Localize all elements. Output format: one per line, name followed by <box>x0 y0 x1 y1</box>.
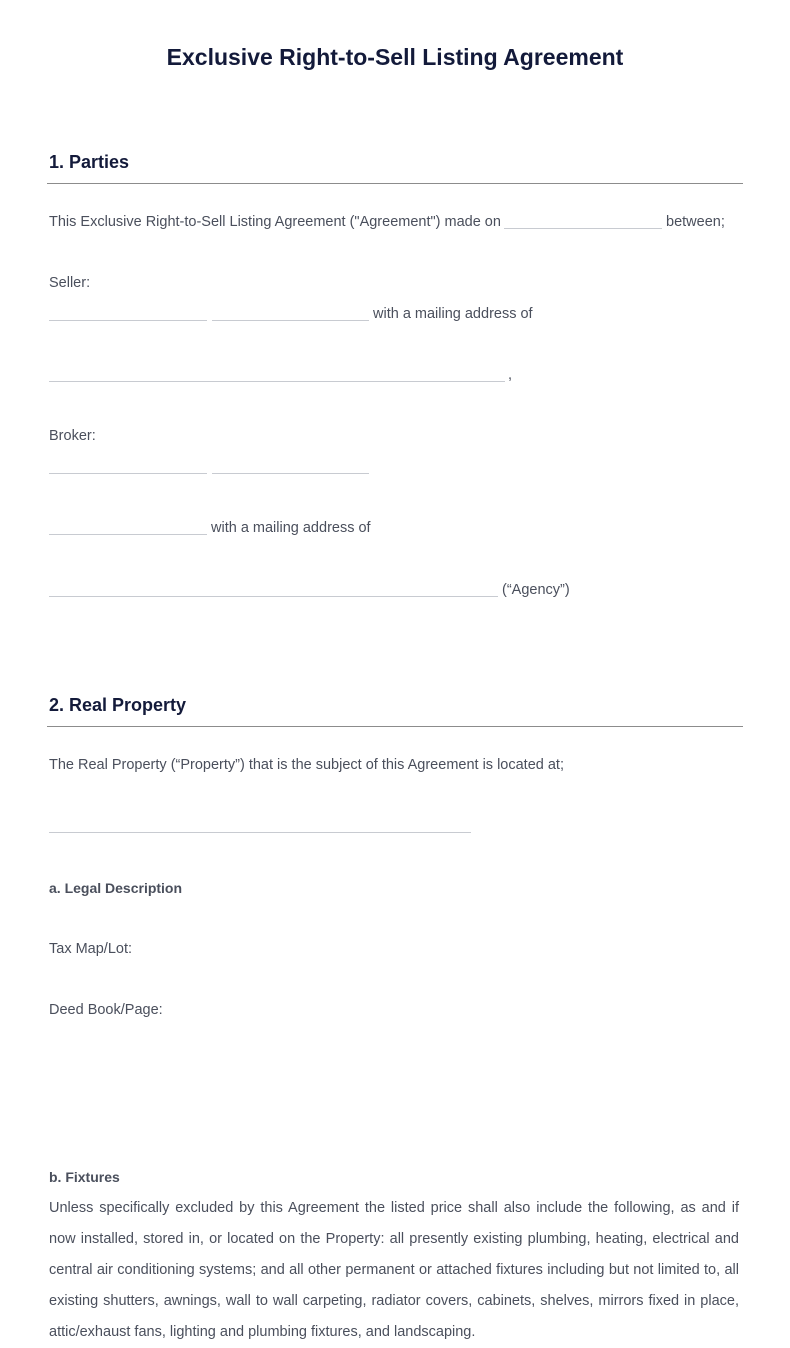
seller-label: Seller: <box>49 275 91 291</box>
broker-address-field[interactable] <box>49 596 498 597</box>
broker-first-name-field[interactable] <box>49 473 207 474</box>
agreement-intro-end: between; <box>666 214 725 230</box>
tax-map-label: Tax Map/Lot: <box>49 941 133 957</box>
property-location-field[interactable] <box>49 832 471 833</box>
deed-book-label: Deed Book/Page: <box>49 1002 163 1018</box>
legal-description-heading: a. Legal Description <box>49 880 183 896</box>
property-intro-text: The Real Property (“Property”) that is the subject of this Agreement is located at; <box>49 757 564 773</box>
broker-last-name-field[interactable] <box>212 473 369 474</box>
fixtures-paragraph: Unless specifically excluded by this Agreement the listed price shall also include the following, as and if now installed, stored in, or located on the Property: all presently existing plumbing, heating, electrical and central air conditioning systems; and all other permanent or attached fixtures including but not limited to, all existing shutters, awnings, wall to wall carpeting, radiator covers, cabinets, shelves, mirrors fixed in place, attic/exhaust fans, lighting and plumbing fixtures, and landscaping. <box>49 1200 739 1340</box>
agreement-intro-text: This Exclusive Right-to-Sell Listing Agreement ("Agreement") made on <box>49 214 501 230</box>
seller-address-field[interactable] <box>49 381 505 382</box>
broker-address-text: with a mailing address of <box>211 520 371 536</box>
section-heading-real-property: 2. Real Property <box>49 695 187 715</box>
section-divider <box>47 726 743 727</box>
seller-last-name-field[interactable] <box>212 320 369 321</box>
fixtures-heading: b. Fixtures <box>49 1169 120 1185</box>
section-heading-parties: 1. Parties <box>49 152 130 172</box>
agency-text: (“Agency”) <box>502 582 570 598</box>
agreement-date-field[interactable] <box>504 228 662 229</box>
seller-address-text: with a mailing address of <box>373 306 533 322</box>
document-title: Exclusive Right-to-Sell Listing Agreement <box>166 44 624 70</box>
seller-first-name-field[interactable] <box>49 320 207 321</box>
seller-address-comma: , <box>508 367 513 383</box>
section-divider <box>47 183 743 184</box>
broker-agency-name-field[interactable] <box>49 534 207 535</box>
broker-label: Broker: <box>49 428 96 444</box>
